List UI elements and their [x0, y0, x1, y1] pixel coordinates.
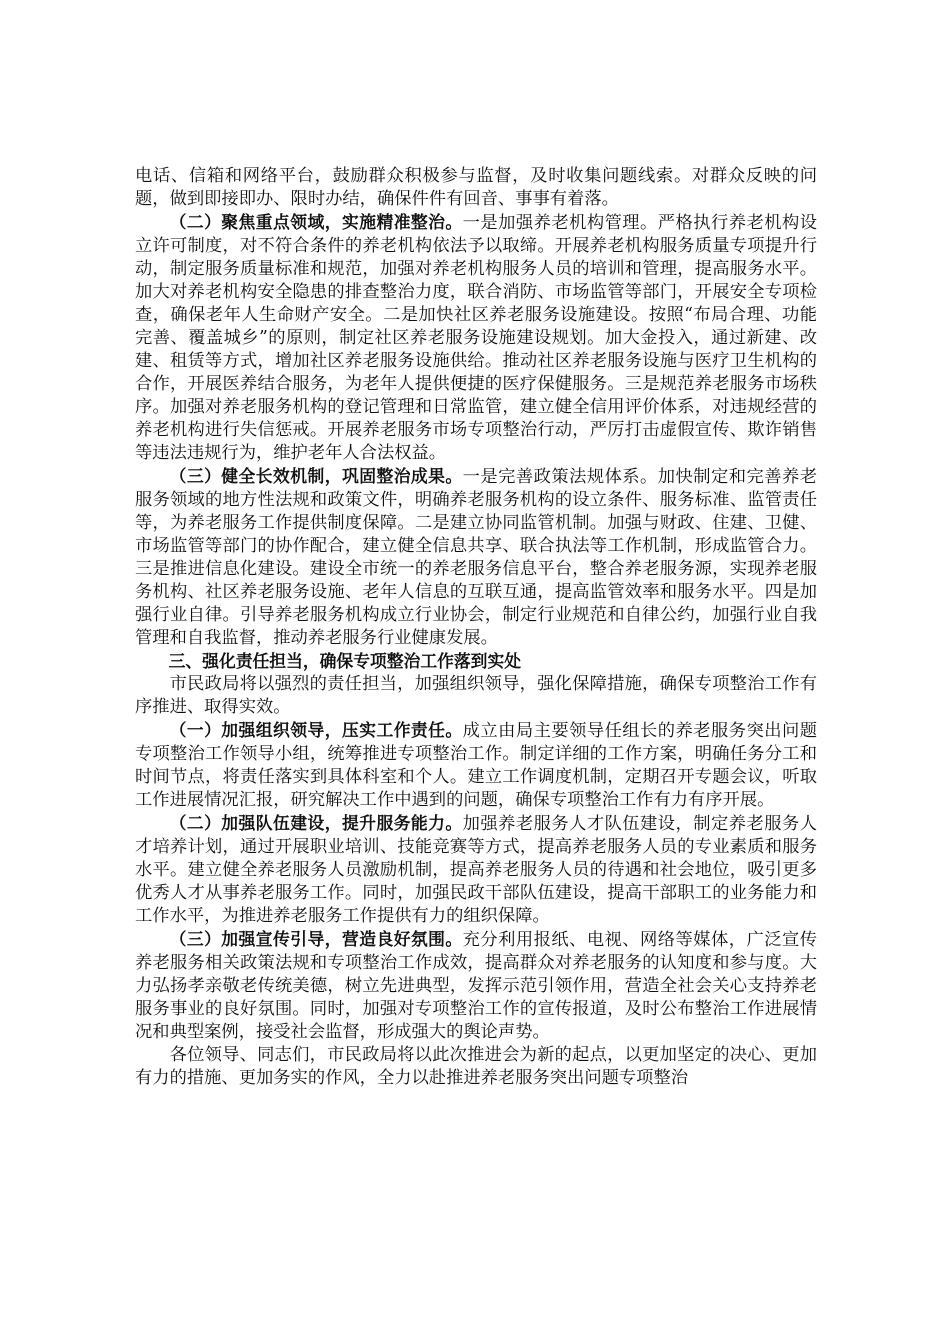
paragraph-text: 一是加强养老机构管理。严格执行养老机构设立许可制度，对不符合条件的养老机构依法予以取缔。开展养老机构服务质量专项提升行动，制定服务质量标准和规范，加强对养老机构服务人员的培训和管理，提高服务水平。加大对养老机构安全隐患的排查整治力度，联合消防、市场监管等部门，开展安全专项检查，确保老年人生命财产安全。二是加快社区养老服务设施建设。按照“布局合理、功能完善、覆盖城乡”的原则，制定社区养老服务设施建设规划。加大金投入，通过新建、改建、租赁等方式，增加社区养老服务设施供给。推动社区养老服务设施与医疗卫生机构的合作，开展医养结合服务，为老年人提供便捷的医疗保健服务。三是规范养老服务市场秩序。加强对养老服务机构的登记管理和日常监管，建立健全信用评价体系，对违规经营的养老机构进行失信惩戒。开展养老服务市场专项整治行动，严厉打击虚假宣传、欺诈销售等违法违规行为，维护老年人合法权益。 — [135, 213, 817, 463]
paragraph-text: 加强养老服务人才队伍建设，制定养老服务人才培养计划，通过开展职业培训、技能竞赛等方式，提高养老服务人员的专业素质和服务水平。建立健全养老服务人员激励机制，提高养老服务人员的待遇和社会地位，吸引更多优秀人才从事养老服务工作。同时，加强民政干部队伍建设，提高干部职工的业务能力和工作水平，为推进养老服务工作提供有力的组织保障。 — [135, 814, 817, 926]
paragraph-text: 各位领导、同志们，市民政局将以此次推进会为新的起点，以更加坚定的决心、更加有力的措施、更加务实的作风，全力以赴推进养老服务突出问题专项整治 — [135, 1045, 817, 1088]
paragraph-lead: （三）健全长效机制，巩固整治成果。 — [169, 466, 463, 486]
paragraph-closing — [135, 1044, 817, 1090]
paragraph-team-building — [135, 812, 817, 928]
paragraph-section-intro — [135, 673, 817, 719]
paragraph-focus-key-areas — [135, 211, 817, 465]
document-page — [135, 165, 817, 1090]
paragraph-text: 充分利用报纸、电视、网络等媒体，广泛宣传养老服务相关政策法规和专项整治工作成效，提高群众对养老服务的认知度和参与度。大力弘扬孝亲敬老传统美德，树立先进典型，发挥示范引领作用，营造全社会关心支持养老服务事业的良好氛围。同时，加强对专项整治工作的宣传报道，及时公布整治工作进展情况和典型案例，接受社会监督，形成强大的舆论声势。 — [135, 930, 817, 1042]
paragraph-organization-leadership — [135, 719, 817, 812]
paragraph-lead: （一）加强组织领导，压实工作责任。 — [169, 720, 463, 740]
paragraph-text: 市民政局将以强烈的责任担当，加强组织领导，强化保障措施，确保专项整治工作有序推进、取得实效。 — [135, 674, 817, 717]
paragraph-publicity — [135, 928, 817, 1044]
paragraph-continuation — [135, 165, 817, 211]
paragraph-text: 电话、信箱和网络平台，鼓励群众积极参与监督，及时收集问题线索。对群众反映的问题，做到即接即办、限时办结，确保件件有回音、事事有着落。 — [135, 166, 817, 209]
paragraph-text: 成立由局主要领导任组长的养老服务突出问题专项整治工作领导小组，统筹推进专项整治工作。制定详细的工作方案，明确任务分工和时间节点，将责任落实到具体科室和个人。建立工作调度机制，定期召开专题会议，听取工作进展情况汇报，研究解决工作中遇到的问题，确保专项整治工作有力有序开展。 — [135, 721, 817, 810]
paragraph-lead: （二）加强队伍建设，提升服务能力。 — [169, 813, 463, 833]
paragraph-text: 一是完善政策法规体系。加快制定和完善养老服务领域的地方性法规和政策文件，明确养老服务机构的设立条件、服务标准、监管责任等，为养老服务工作提供制度保障。二是建立协同监管机制。加强与财政、住建、卫健、市场监管等部门的协作配合，建立健全信息共享、联合执法等工作机制，形成监管合力。三是推进信息化建设。建设全市统一的养老服务信息平台，整合养老服务源，实现养老服务机构、社区养老服务设施、老年人信息的互联互通，提高监管效率和服务水平。四是加强行业自律。引导养老服务机构成立行业协会，制定行业规范和自律公约，加强行业自我管理和自我监督，推动养老服务行业健康发展。 — [135, 467, 817, 648]
paragraph-lead: （二）聚焦重点领域，实施精准整治。 — [169, 212, 463, 232]
paragraph-lead: （三）加强宣传引导，营造良好氛围。 — [169, 929, 463, 949]
section-heading: 三、强化责任担当，确保专项整治工作落到实处 — [168, 651, 522, 671]
paragraph-long-term-mechanism — [135, 465, 817, 650]
